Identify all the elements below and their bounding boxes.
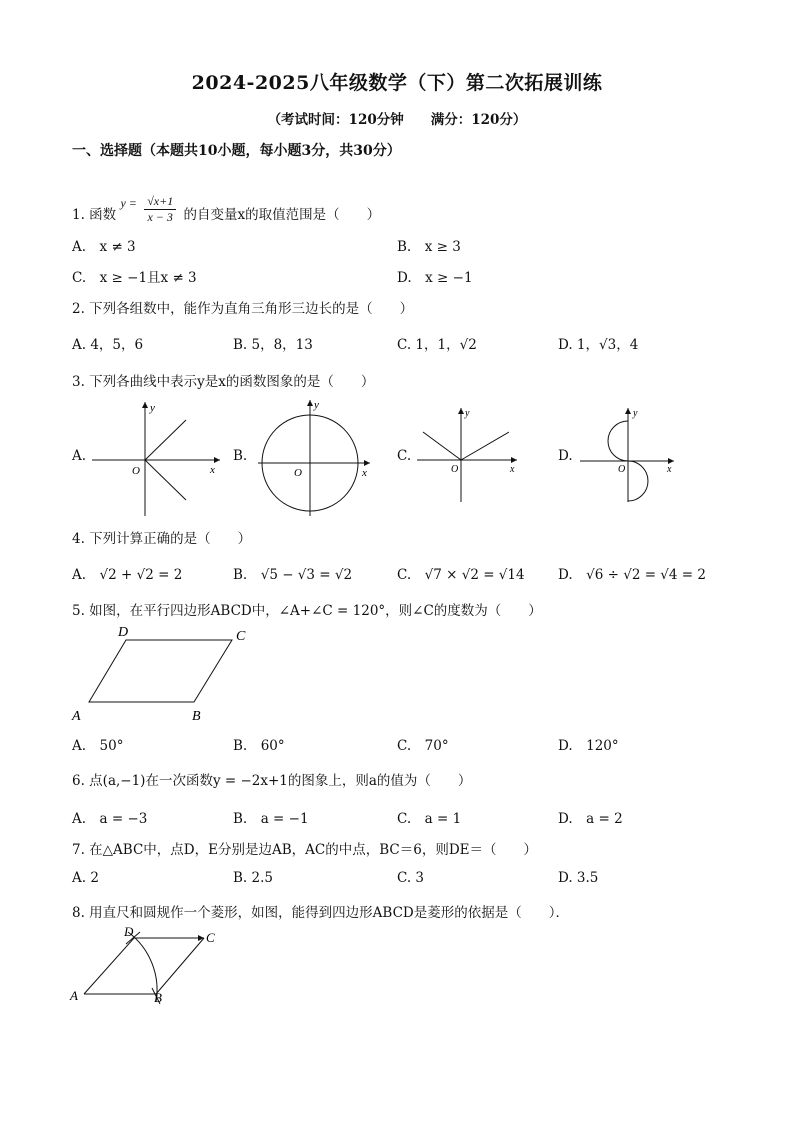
q7-option-d[interactable]: D. 3.5 [558,870,599,886]
q3b-y-label: y [314,399,319,411]
question-3: 3. 下列各曲线中表示y是x的函数图象的是（ ） [72,374,375,390]
q1-suffix: 的自变量x的取值范围是（ ） [183,207,381,223]
q2-option-d[interactable]: D. 1，√3，4 [558,337,639,353]
q3-graph-c [413,404,523,504]
q3c-origin-label: O [451,464,459,475]
q3a-origin-label: O [132,465,140,477]
q5-label-b: B [192,709,201,724]
q3c-y-label: y [465,408,470,419]
question-2: 2. 下列各组数中，能作为直角三角形三边长的是（ ） [72,301,414,317]
q3d-y-label: y [633,408,638,419]
q6-option-c[interactable]: C. a = 1 [397,811,462,827]
q6-option-b[interactable]: B. a = −1 [233,811,309,827]
q3-option-b[interactable]: B. [233,448,248,464]
q3b-x-label: x [362,467,367,479]
q8-label-d: D [124,924,134,939]
q4-option-b[interactable]: B. √5 − √3 = √2 [233,567,353,583]
q5-label-d: D [118,625,129,640]
question-6: 6. 点(a,−1)在一次函数y = −2x+1的图象上，则a的值为（ ） [72,773,472,789]
q8-label-c: C [206,930,215,945]
q3-option-d[interactable]: D. [558,448,573,464]
q2-option-a[interactable]: A. 4，5，6 [72,337,144,353]
q1-prefix: 1. 函数 [72,207,117,223]
question-1 [72,194,381,231]
q5-option-d[interactable]: D. 120° [558,738,619,754]
q7-option-c[interactable]: C. 3 [397,870,425,886]
q7-option-a[interactable]: A. 2 [72,870,99,886]
question-8: 8. 用直尺和圆规作一个菱形，如图，能得到四边形ABCD是菱形的依据是（ ）． [72,905,569,921]
q8-label-b: B [154,990,162,1005]
q1-option-d[interactable]: D. x ≥ −1 [397,270,473,286]
q3a-y-label: y [150,402,155,414]
q2-option-c[interactable]: C. 1，1，√2 [397,337,477,353]
q1-func-y: y = [120,196,137,210]
q6-option-d[interactable]: D. a = 2 [558,811,623,827]
q3d-origin-label: O [618,464,626,475]
q1-option-b[interactable]: B. x ≥ 3 [397,239,461,255]
q3d-x-label: x [667,464,672,475]
question-7: 7. 在△ABC中，点D，E分别是边AB，AC的中点，BC＝6，则DE＝（ ） [72,842,537,858]
q1-denominator: x − 3 [147,210,173,224]
q7-option-b[interactable]: B. 2.5 [233,870,273,886]
question-4: 4. 下列计算正确的是（ ） [72,531,252,547]
q3-graph-b [250,396,380,516]
question-5: 5. 如图，在平行四边形ABCD中，∠A+∠C = 120°，则∠C的度数为（ ） [72,603,542,619]
q3-option-a[interactable]: A. [72,448,87,464]
q3-graph-a [88,398,228,518]
q3-option-c[interactable]: C. [397,448,412,464]
q5-option-b[interactable]: B. 60° [233,738,285,754]
q2-option-b[interactable]: B. 5，8，13 [233,337,313,353]
q5-option-c[interactable]: C. 70° [397,738,449,754]
q1-option-c[interactable]: C. x ≥ −1且x ≠ 3 [72,270,197,286]
exam-info: （考试时间：120分钟 满分：120分） [267,112,527,128]
q4-option-a[interactable]: A. √2 + √2 = 2 [72,567,183,583]
q8-label-a: A [70,988,78,1003]
q5-parallelogram-figure [70,624,260,724]
q5-label-a: A [72,709,81,724]
section-heading: 一、选择题（本题共10小题，每小题3分，共30分） [72,143,401,159]
q5-label-c: C [236,629,246,644]
q1-fraction [144,194,176,225]
page-title: 2024-2025八年级数学（下）第二次拓展训练 [191,72,603,94]
q1-option-a[interactable]: A. x ≠ 3 [72,239,136,255]
q3b-origin-label: O [294,467,302,479]
q3c-x-label: x [510,464,515,475]
q4-option-d[interactable]: D. √6 ÷ √2 = √4 = 2 [558,567,706,583]
q4-option-c[interactable]: C. √7 × √2 = √14 [397,567,525,583]
q1-numerator: √x+1 [144,194,176,210]
q3-graph-d [578,404,688,504]
q6-option-a[interactable]: A. a = −3 [72,811,148,827]
q8-rhombus-construction-figure [68,924,228,1004]
q3a-x-label: x [210,464,215,476]
q5-option-a[interactable]: A. 50° [72,738,124,754]
